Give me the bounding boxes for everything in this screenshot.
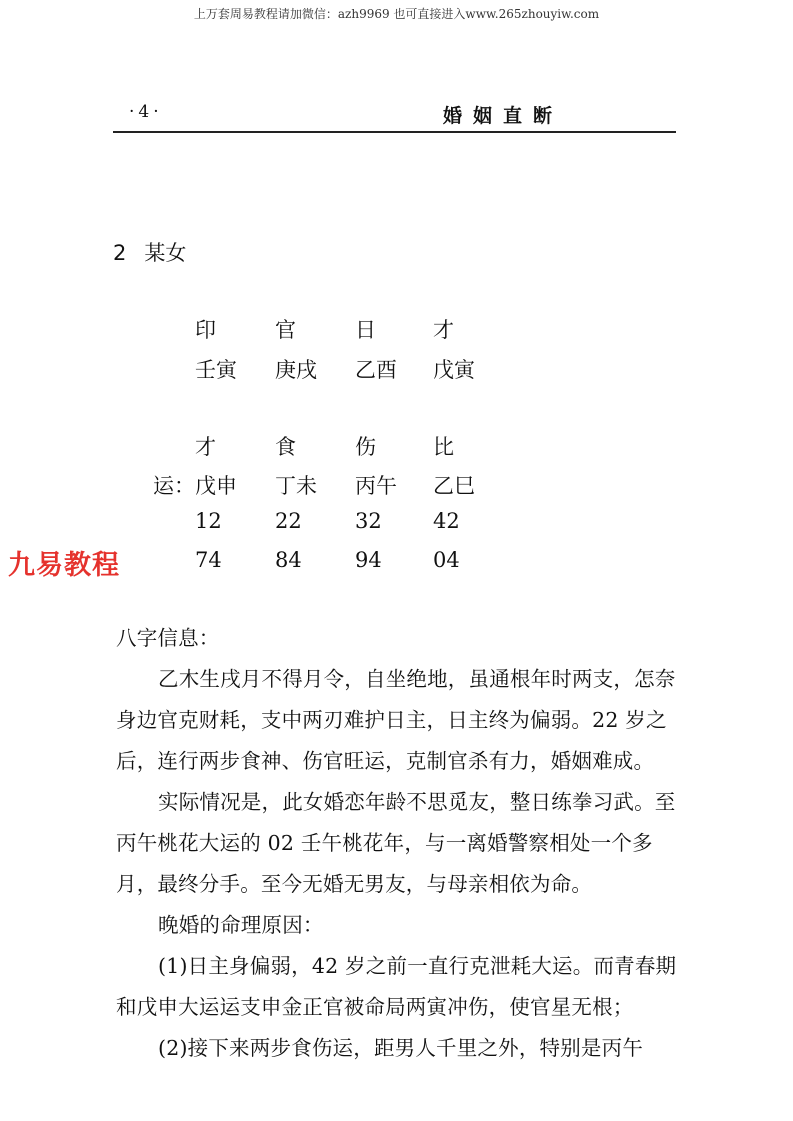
dayun-god: 食 — [275, 435, 296, 459]
bazi-pillar: 庚戌 — [275, 358, 317, 382]
bazi-god: 官 — [275, 318, 296, 342]
dayun-age: 74 — [195, 548, 222, 572]
dayun-age: 12 — [195, 509, 222, 533]
watermark-logo: 九易教程 — [8, 550, 120, 581]
body-text — [116, 618, 691, 1069]
paragraph: (2)接下来两步食伤运，距男人千里之外，特别是丙午 — [158, 1036, 644, 1060]
bazi-god: 才 — [433, 318, 454, 342]
bazi-god: 印 — [195, 318, 216, 342]
section-number: 2 — [113, 241, 127, 265]
dayun-pillar: 乙巳 — [433, 474, 475, 498]
page-number: ·4· — [129, 102, 163, 122]
section-heading — [113, 237, 186, 267]
section-title: 某女 — [144, 241, 187, 265]
paragraph: (1)日主身偏弱，42 岁之前一直行克泄耗大运。而青春期和戊申大运运支申金正官被命局两寅冲伤，使官星无根； — [116, 954, 677, 1019]
dayun-god: 伤 — [355, 435, 376, 459]
paragraph: 实际情况是，此女婚恋年龄不思觅友，整日练拳习武。至丙午桃花大运的 02 壬午桃花年，与一离婚警察相处一个多月，最终分手。至今无婚无男友，与母亲相依为命。 — [116, 790, 676, 896]
running-title: 婚姻直断 — [443, 105, 564, 127]
dayun-age: 22 — [275, 509, 302, 533]
dayun-pillar: 戊申 — [195, 474, 237, 498]
info-heading: 八字信息： — [116, 626, 220, 650]
bazi-god: 日 — [355, 318, 376, 342]
dayun-age: 32 — [355, 509, 382, 533]
top-banner: 上万套周易教程请加微信：azh9969 也可直接进入www.265zhouyiw.com — [193, 7, 600, 21]
bazi-pillar: 壬寅 — [195, 358, 237, 382]
dayun-age: 04 — [433, 548, 460, 572]
dayun-god: 才 — [195, 435, 216, 459]
header-rule — [113, 131, 676, 133]
dayun-label: 运： — [153, 474, 195, 498]
dayun-age: 94 — [355, 548, 382, 572]
dayun-age: 84 — [275, 548, 302, 572]
dayun-god: 比 — [433, 435, 454, 459]
bazi-pillar: 戊寅 — [433, 358, 475, 382]
dayun-pillar: 丁未 — [275, 474, 317, 498]
paragraph: 乙木生戌月不得月令，自坐绝地，虽通根年时两支，怎奈身边官克财耗，支中两刃难护日主，日主终为偏弱。22 岁之后，连行两步食神、伤官旺运，克制官杀有力，婚姻难成。 — [116, 667, 676, 773]
bazi-pillar: 乙酉 — [355, 358, 397, 382]
dayun-pillar: 丙午 — [355, 474, 397, 498]
page-header — [115, 98, 675, 128]
dayun-age: 42 — [433, 509, 460, 533]
paragraph: 晚婚的命理原因： — [158, 913, 324, 937]
